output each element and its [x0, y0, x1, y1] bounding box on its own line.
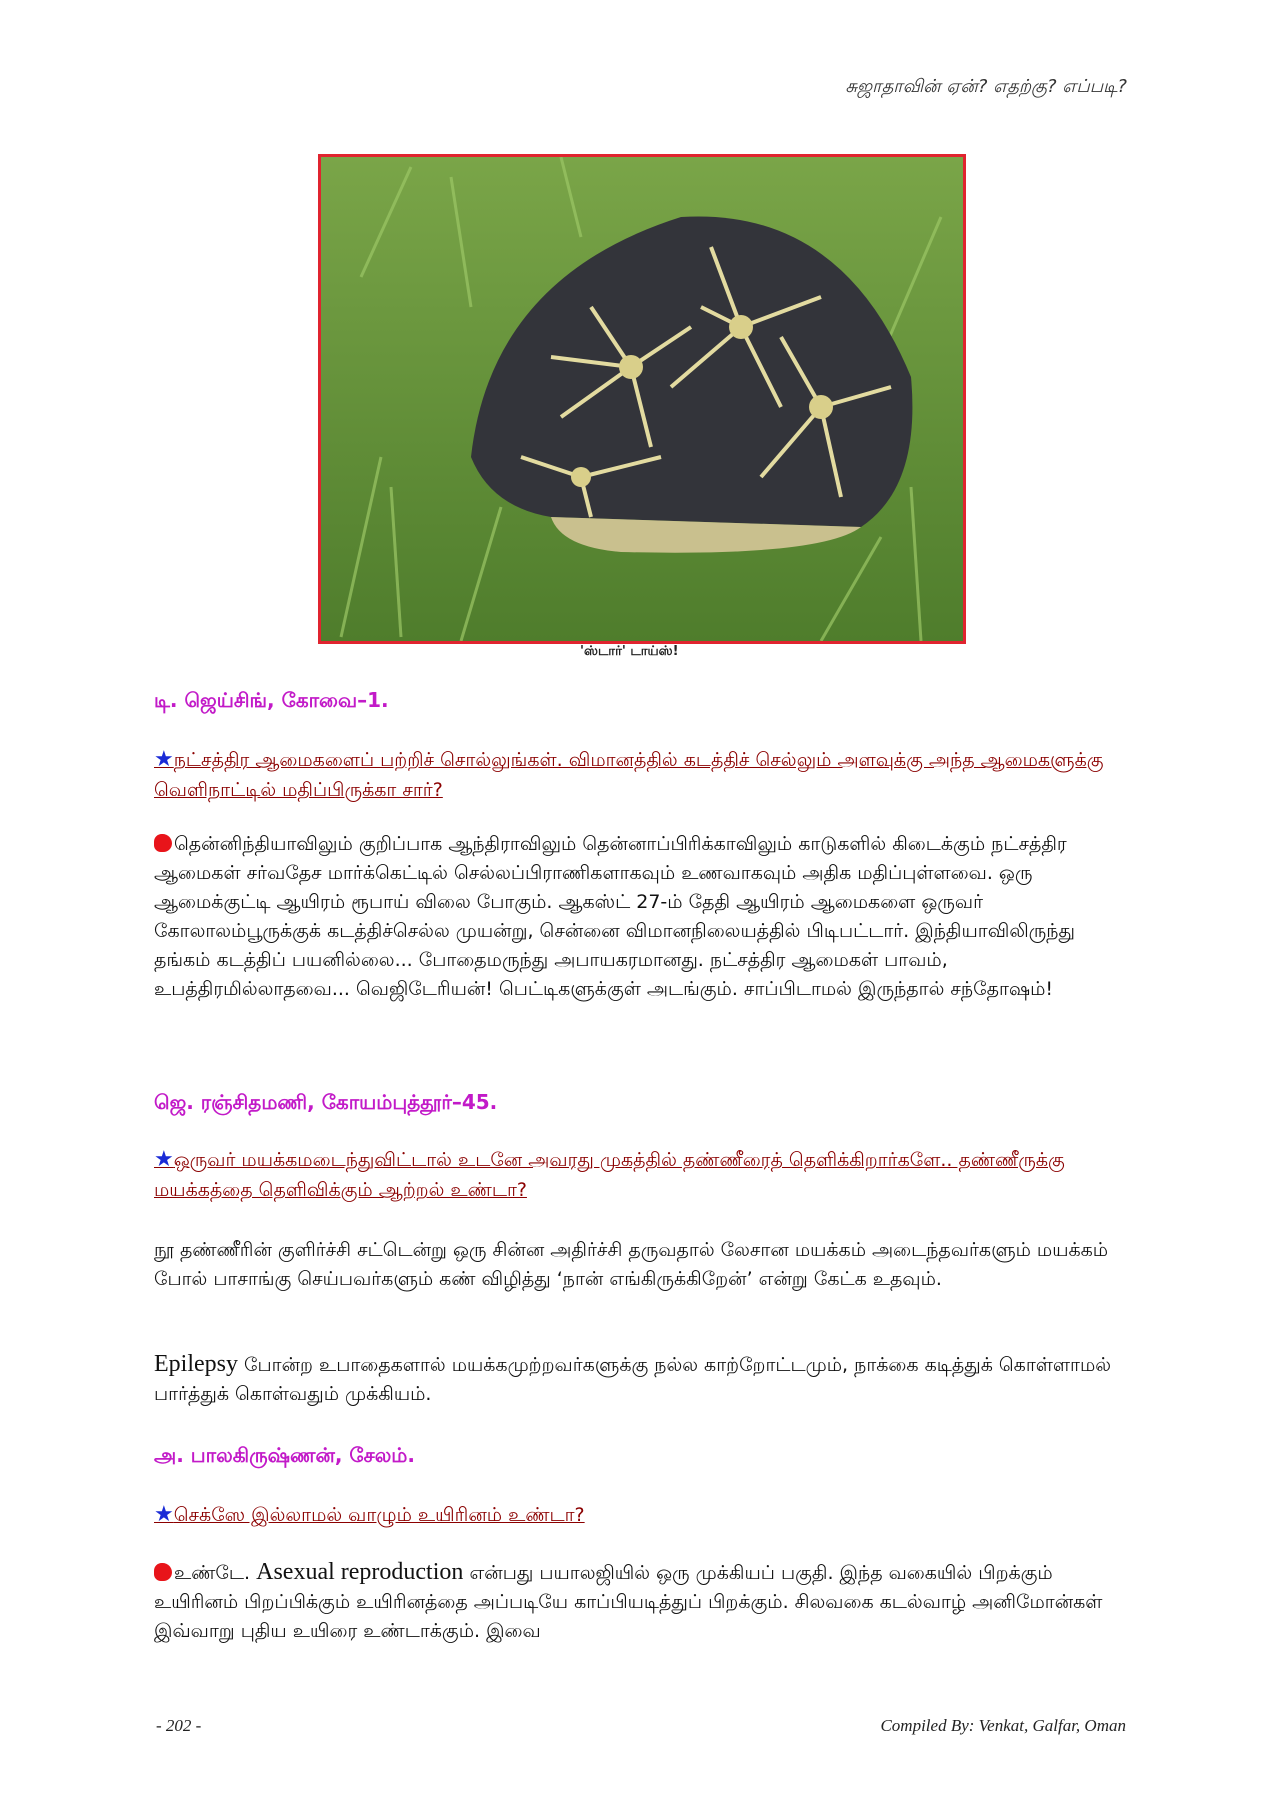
english-term: Epilepsy — [154, 1351, 238, 1377]
answer-continued — [154, 1350, 1134, 1409]
question — [154, 745, 1134, 805]
answer-text: என்பது பயாலஜியில் ஒரு முக்கியப் பகுதி. இந்த வகையில் பிறக்கும் உயிரினம் பிறப்பிக்கும் உயிரினத்தை அப்படியே காப்பியடித்துப் பிறக்கும். சிலவகை கடல்வாழ் அனிமோன்கள் இவ்வாறு புதிய உயிரை உண்டாக்கும். இவை — [154, 1562, 1103, 1642]
answer — [154, 830, 1134, 1004]
question-text: செக்ஸே இல்லாமல் வாழும் உயிரினம் உண்டா? — [173, 1504, 585, 1526]
question — [154, 1500, 1134, 1530]
answer: நூ தண்ணீரின் குளிர்ச்சி சட்டென்று ஒரு சின்ன அதிர்ச்சி தருவதால் லேசான மயக்கம் அடைந்தவர்களும் மயக்கம் போல் பாசாங்கு செய்பவர்களும் கண் விழித்து ‘நான் எங்கிருக்கிறேன்’ என்று கேட்க உதவும். — [154, 1239, 1109, 1290]
english-term: Asexual reproduction — [256, 1559, 464, 1585]
page-number: - 202 - — [156, 1716, 202, 1735]
answer-text: போன்ற உபாதைகளால் மயக்கமுற்றவர்களுக்கு நல்ல காற்றோட்டமும், நாக்கை கடித்துக் கொள்ளாமல் பார்த்துக் கொள்வதும் முக்கியம். — [154, 1354, 1112, 1405]
asker-name: ஜெ. ரஞ்சிதமணி, கோயம்புத்தூர்–45. — [154, 1090, 498, 1114]
star-bullet-icon: ★ — [154, 1502, 174, 1527]
question-text: நட்சத்திர ஆமைகளைப் பற்றிச் சொல்லுங்கள். விமானத்தில் கடத்திச் செல்லும் அளவுக்கு அந்த ஆமைகளுக்கு வெளிநாட்டில் மதிப்பிருக்கா சார்? — [154, 749, 1104, 801]
red-bullet-icon — [154, 834, 172, 852]
footer-credit: Compiled By: Venkat, Galfar, Oman — [880, 1716, 1126, 1735]
answer-text: தென்னிந்தியாவிலும் குறிப்பாக ஆந்திராவிலும் தென்னாப்பிரிக்காவிலும் காடுகளில் கிடைக்கும் நட்சத்திர ஆமைகள் சர்வதேச மார்க்கெட்டில் செல்லப்பிராணிகளாகவும் உணவாகவும் அதிக மதிப்புள்ளவை. ஒரு ஆமைக்குட்டி ஆயிரம் ரூபாய் விலை போகும். ஆகஸ்ட் 27-ம் தேதி ஆயிரம் ஆமைகளை ஒருவர் கோலாலம்பூருக்குக் கடத்திச்செல்ல முயன்று, சென்னை விமானநிலையத்தில் பிடிபட்டார். இந்தியாவிலிருந்து தங்கம் கடத்திப் பயனில்லை... போதைமருந்து அபாயகரமானது. நட்சத்திர ஆமைகள் பாவம், உபத்திரமில்லாதவை... வெஜிடேரியன்! பெட்டிகளுக்குள் அடங்கும். சாப்பிடாமல் இருந்தால் சந்தோஷம்! — [154, 833, 1075, 1000]
asker-name: டி. ஜெய்சிங், கோவை–1. — [154, 688, 389, 712]
star-tortoise-photo — [318, 154, 966, 644]
question-text: ஒருவர் மயக்கமடைந்துவிட்டால் உடனே அவரது முகத்தில் தண்ணீரைத் தெளிக்கிறார்களே.. தண்ணீருக்கு மயக்கத்தை தெளிவிக்கும் ஆற்றல் உண்டா? — [154, 1149, 1065, 1201]
answer — [154, 1558, 1134, 1646]
star-bullet-icon: ★ — [154, 1147, 174, 1172]
figure-caption: 'ஸ்டார்' டாய்ஸ்! — [580, 644, 679, 659]
question — [154, 1145, 1134, 1205]
red-bullet-icon — [154, 1563, 172, 1581]
star-bullet-icon: ★ — [154, 747, 174, 772]
running-header: சுஜாதாவின் ஏன்? எதற்கு? எப்படி? — [845, 76, 1127, 97]
answer-lead: உண்டே. — [174, 1562, 251, 1584]
asker-name: அ. பாலகிருஷ்ணன், சேலம். — [154, 1443, 415, 1467]
